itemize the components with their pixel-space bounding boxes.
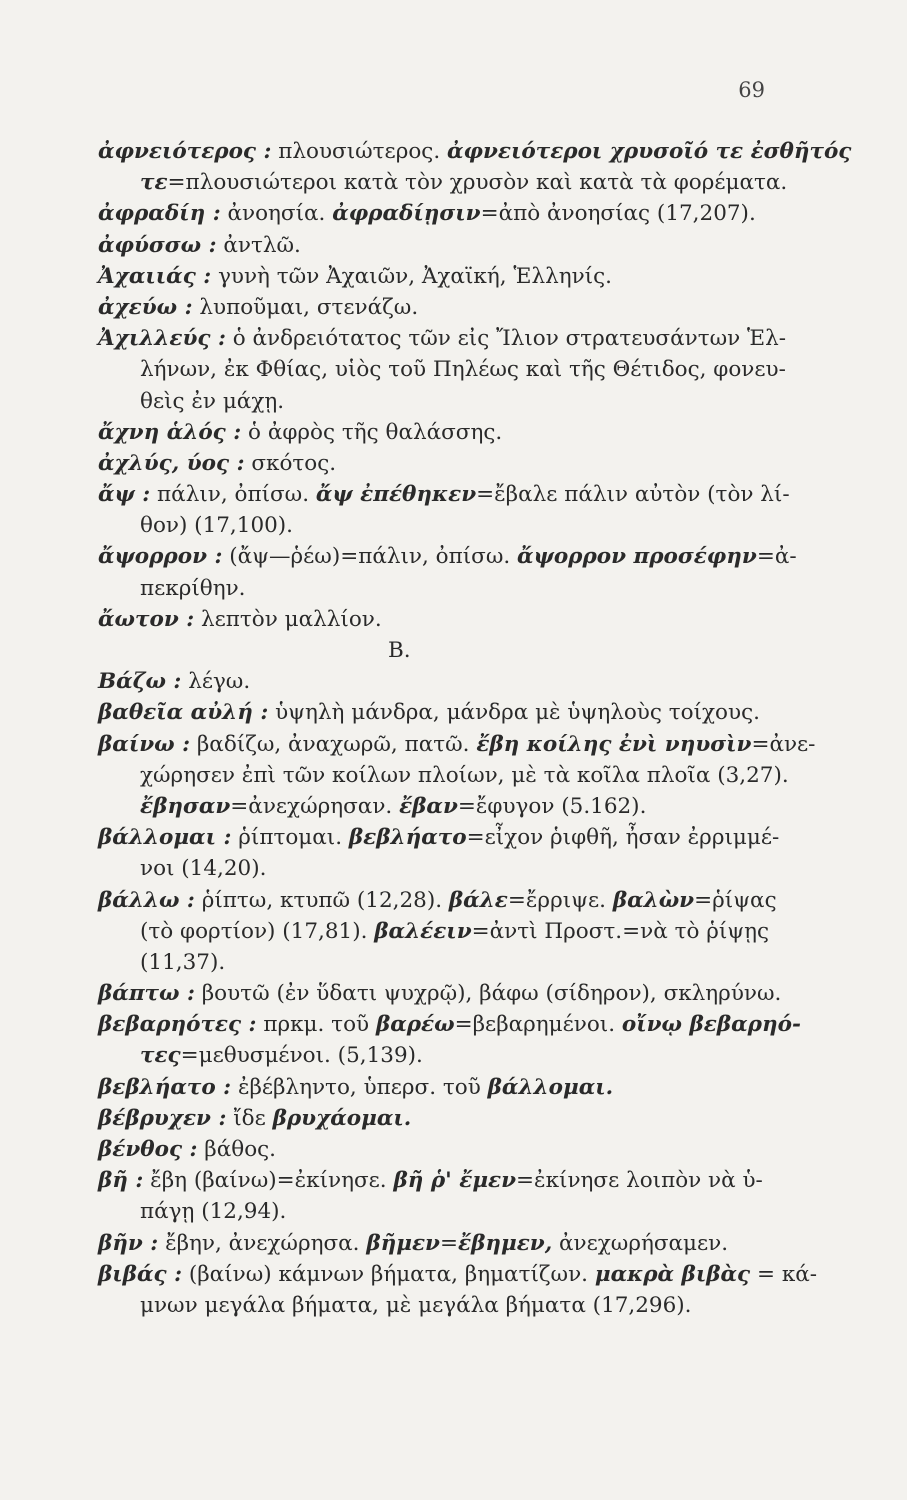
entry-line xyxy=(98,230,788,261)
headword: βιβάς : xyxy=(98,1261,183,1287)
definition-text: =ἀπὸ ἀνοησίας (17,207). xyxy=(480,201,756,227)
headword: ἀφραδίη : xyxy=(98,201,221,227)
definition-text: νοι (14,20). xyxy=(140,856,267,882)
entry-line xyxy=(98,479,788,510)
entry-line xyxy=(98,885,788,916)
definition-text: =ἔρριψε. xyxy=(507,887,613,913)
definition-text: λυποῦμαι, στενάζω. xyxy=(192,294,419,320)
definition-text: ἔβη (βαίνω)=ἐκίνησε. xyxy=(143,1168,394,1194)
definition-text: Β. xyxy=(388,638,411,663)
definition-text: ῥίπτω, κτυπῶ (12,28). xyxy=(194,887,449,913)
section-heading xyxy=(98,635,788,666)
definition-text: χώρησεν ἐπὶ τῶν κοίλων πλοίων, μὲ τὰ κοῖλα πλοῖα (3,27). xyxy=(140,762,789,788)
definition-text: =ἀντὶ Προστ.=νὰ τὸ ῥίψῃς xyxy=(471,918,770,944)
entry-line xyxy=(98,729,816,760)
headword: βεβλήατο : xyxy=(98,1074,232,1100)
headword: τε xyxy=(140,170,168,196)
definition-text: =ἐκίνησε λοιπὸν νὰ ὑ- xyxy=(516,1168,763,1194)
definition-text: βάθος. xyxy=(197,1137,277,1162)
definition-text: λέγω. xyxy=(181,669,251,695)
entry-line xyxy=(98,916,788,947)
definition-text: =ἔφυγον (5.162). xyxy=(457,793,647,819)
definition-text: =πλουσιώτεροι κατὰ τὸν χρυσὸν καὶ κατὰ τὰ φορέματα. xyxy=(167,170,788,196)
headword: τες xyxy=(140,1043,181,1069)
definition-text: ἔβην, ἀνεχώρησα. xyxy=(158,1230,367,1256)
headword: βέβρυχεν : xyxy=(98,1105,227,1131)
definition-text: (11,37). xyxy=(140,949,226,975)
definition-text: =ἀνεχώρησαν. xyxy=(230,793,400,819)
entry-line xyxy=(98,292,788,323)
definition-text: βουτῶ (ἐν ὕδατι ψυχρῷ), βάφω (σίδηρον), σκληρύνω. xyxy=(194,981,782,1007)
entry-line xyxy=(98,697,788,728)
definition-text: σκότος. xyxy=(244,450,337,476)
headword: Ἀχαιιάς : xyxy=(98,263,212,289)
headword: βένθος : xyxy=(98,1137,198,1162)
entry-line xyxy=(98,791,788,822)
entry-line xyxy=(98,1040,788,1071)
definition-text: =ἔβαλε πάλιν αὐτὸν (τὸν λί- xyxy=(476,482,790,508)
headword: ἄψ : xyxy=(98,482,151,508)
entry-line xyxy=(98,354,788,385)
definition-text: πεκρίθην. xyxy=(140,575,246,601)
definition-text: γυνὴ τῶν Ἀχαιῶν, Ἀχαϊκή, Ἑλληνίς. xyxy=(211,263,612,289)
definition-text: ἐβέβληντο, ὑπερσ. τοῦ xyxy=(231,1074,488,1100)
definition-text: (τὸ φορτίον) (17,81). xyxy=(140,918,375,944)
definition-text: = κά- xyxy=(750,1261,818,1287)
headword: βάπτω : xyxy=(98,981,195,1007)
definition-text: =εἶχον ῥιφθῆ, ἦσαν ἐρριμμέ- xyxy=(466,825,780,851)
entry-line xyxy=(98,1134,788,1165)
headword: ἀχλύς, ύος : xyxy=(98,450,245,476)
entry-line xyxy=(98,510,788,541)
headword: ἀφραδίῃσιν xyxy=(332,201,481,227)
headword: ἔβημεν, xyxy=(458,1230,553,1256)
headword: ἀφνειότερος : xyxy=(98,139,272,164)
headword: ἄχνη ἁλός : xyxy=(98,419,242,445)
entry-line xyxy=(98,1103,788,1134)
entry-line xyxy=(98,853,788,884)
definition-text: λεπτὸν μαλλίον. xyxy=(194,606,382,632)
definition-text: =ἀνε- xyxy=(751,731,816,757)
headword: βαλὼν xyxy=(612,887,695,913)
entry-line xyxy=(98,822,788,853)
entry-line xyxy=(98,1196,788,1227)
definition-text: θεὶς ἐν μάχῃ. xyxy=(140,388,285,414)
headword: βάλε xyxy=(448,887,508,913)
entry-line xyxy=(98,386,788,417)
entry-line xyxy=(98,1009,801,1040)
definition-text: πάλιν, ὀπίσω. xyxy=(150,482,316,508)
definition-text: μνων μεγάλα βήματα, μὲ μεγάλα βήματα (17,296). xyxy=(140,1292,692,1318)
definition-text: =βεβαρημένοι. xyxy=(454,1012,622,1038)
headword: βαρέω xyxy=(375,1012,455,1038)
page-number: 69 xyxy=(738,78,765,102)
headword: Ἀχιλλεύς : xyxy=(98,326,226,352)
headword: βρυχάομαι. xyxy=(272,1105,412,1131)
definition-text: (ἄψ—ῥέω)=πάλιν, ὀπίσω. xyxy=(222,544,518,570)
entry-line xyxy=(98,947,788,978)
entry-line xyxy=(98,1072,788,1103)
headword: μακρὰ βιβὰς xyxy=(594,1261,751,1287)
definition-text: = xyxy=(439,1230,458,1256)
entry-line xyxy=(98,760,788,791)
definition-text: λήνων, ἐκ Φθίας, υἱὸς τοῦ Πηλέως καὶ τῆς Θέτιδος, φονευ- xyxy=(140,357,786,383)
headword: βάλλομαι : xyxy=(98,825,232,851)
headword: ἔβη κοίλης ἐνὶ νηυσὶν xyxy=(476,731,752,757)
definition-text: ἀντλῶ. xyxy=(216,232,301,258)
entry-line xyxy=(98,573,788,604)
headword: ἀχεύω : xyxy=(98,294,193,320)
headword: ἄωτον : xyxy=(98,606,195,632)
headword: Βάζω : xyxy=(98,669,182,695)
entry-line xyxy=(98,1259,818,1290)
definition-text: ἴδε xyxy=(226,1105,273,1131)
entry-line xyxy=(98,541,797,572)
headword: βεβλήατο xyxy=(348,825,467,851)
headword: ἄψορρον προσέφην xyxy=(517,544,757,570)
headword: ἄψορρον : xyxy=(98,544,223,570)
entry-line xyxy=(98,323,788,354)
headword: ἔβησαν xyxy=(140,793,231,819)
headword: ἀφύσσω : xyxy=(98,232,217,258)
definition-text: πρκμ. τοῦ xyxy=(256,1012,376,1038)
headword: ἀφνειότεροι χρυσοῖό τε ἐσθῆτός xyxy=(447,139,852,164)
definition-text: ὁ ἀφρὸς τῆς θαλάσσης. xyxy=(241,419,503,445)
definition-text: πλουσιώτερος. xyxy=(271,139,447,164)
entry-line xyxy=(98,198,788,229)
definition-text: βαδίζω, ἀναχωρῶ, πατῶ. xyxy=(190,731,477,757)
entry-line xyxy=(98,604,788,635)
headword: βαλέειν xyxy=(374,918,472,944)
entry-line xyxy=(98,1165,788,1196)
definition-text: ἀνοησία. xyxy=(220,201,333,227)
headword: ἔβαν xyxy=(399,793,458,819)
entry-line xyxy=(98,448,788,479)
headword: βῆ : xyxy=(98,1168,144,1194)
entry-line xyxy=(98,1228,788,1259)
headword: οἴνῳ βεβαρηό- xyxy=(621,1012,801,1038)
definition-text: πάγῃ (12,94). xyxy=(140,1199,287,1225)
definition-text: =ἀ- xyxy=(756,544,797,570)
headword: βῆν : xyxy=(98,1230,159,1256)
headword: βεβαρηότες : xyxy=(98,1012,257,1038)
entry-line xyxy=(98,1290,788,1321)
headword: ἄψ ἐπέθηκεν xyxy=(315,482,477,508)
headword: βάλλω : xyxy=(98,887,195,913)
headword: βαθεῖα αὐλή : xyxy=(98,700,269,726)
definition-text: θον) (17,100). xyxy=(140,513,294,539)
entry-line xyxy=(98,136,852,167)
entry-line xyxy=(98,261,788,292)
definition-text: ὑψηλὴ μάνδρα, μάνδρα μὲ ὑψηλοὺς τοίχους. xyxy=(268,700,760,726)
definition-text: ὁ ἀνδρειότατος τῶν εἰς Ἴλιον στρατευσάντων Ἑλ- xyxy=(225,326,787,352)
headword: βάλλομαι. xyxy=(487,1074,614,1100)
entry-line xyxy=(98,167,788,198)
dictionary-entries xyxy=(98,136,852,1321)
entry-line xyxy=(98,978,788,1009)
definition-text: ῥίπτομαι. xyxy=(231,825,349,851)
headword: βῆ ῥ' ἔμεν xyxy=(393,1168,517,1194)
headword: βαίνω : xyxy=(98,731,191,757)
definition-text: ἀνεχωρήσαμεν. xyxy=(552,1230,729,1256)
headword: βῆμεν xyxy=(366,1230,440,1256)
definition-text: =ῥίψας xyxy=(694,887,777,913)
definition-text: (βαίνω) κάμνων βήματα, βηματίζων. xyxy=(182,1261,595,1287)
entry-line xyxy=(98,417,788,448)
definition-text: =μεθυσμένοι. (5,139). xyxy=(180,1043,423,1069)
entry-line xyxy=(98,666,788,697)
